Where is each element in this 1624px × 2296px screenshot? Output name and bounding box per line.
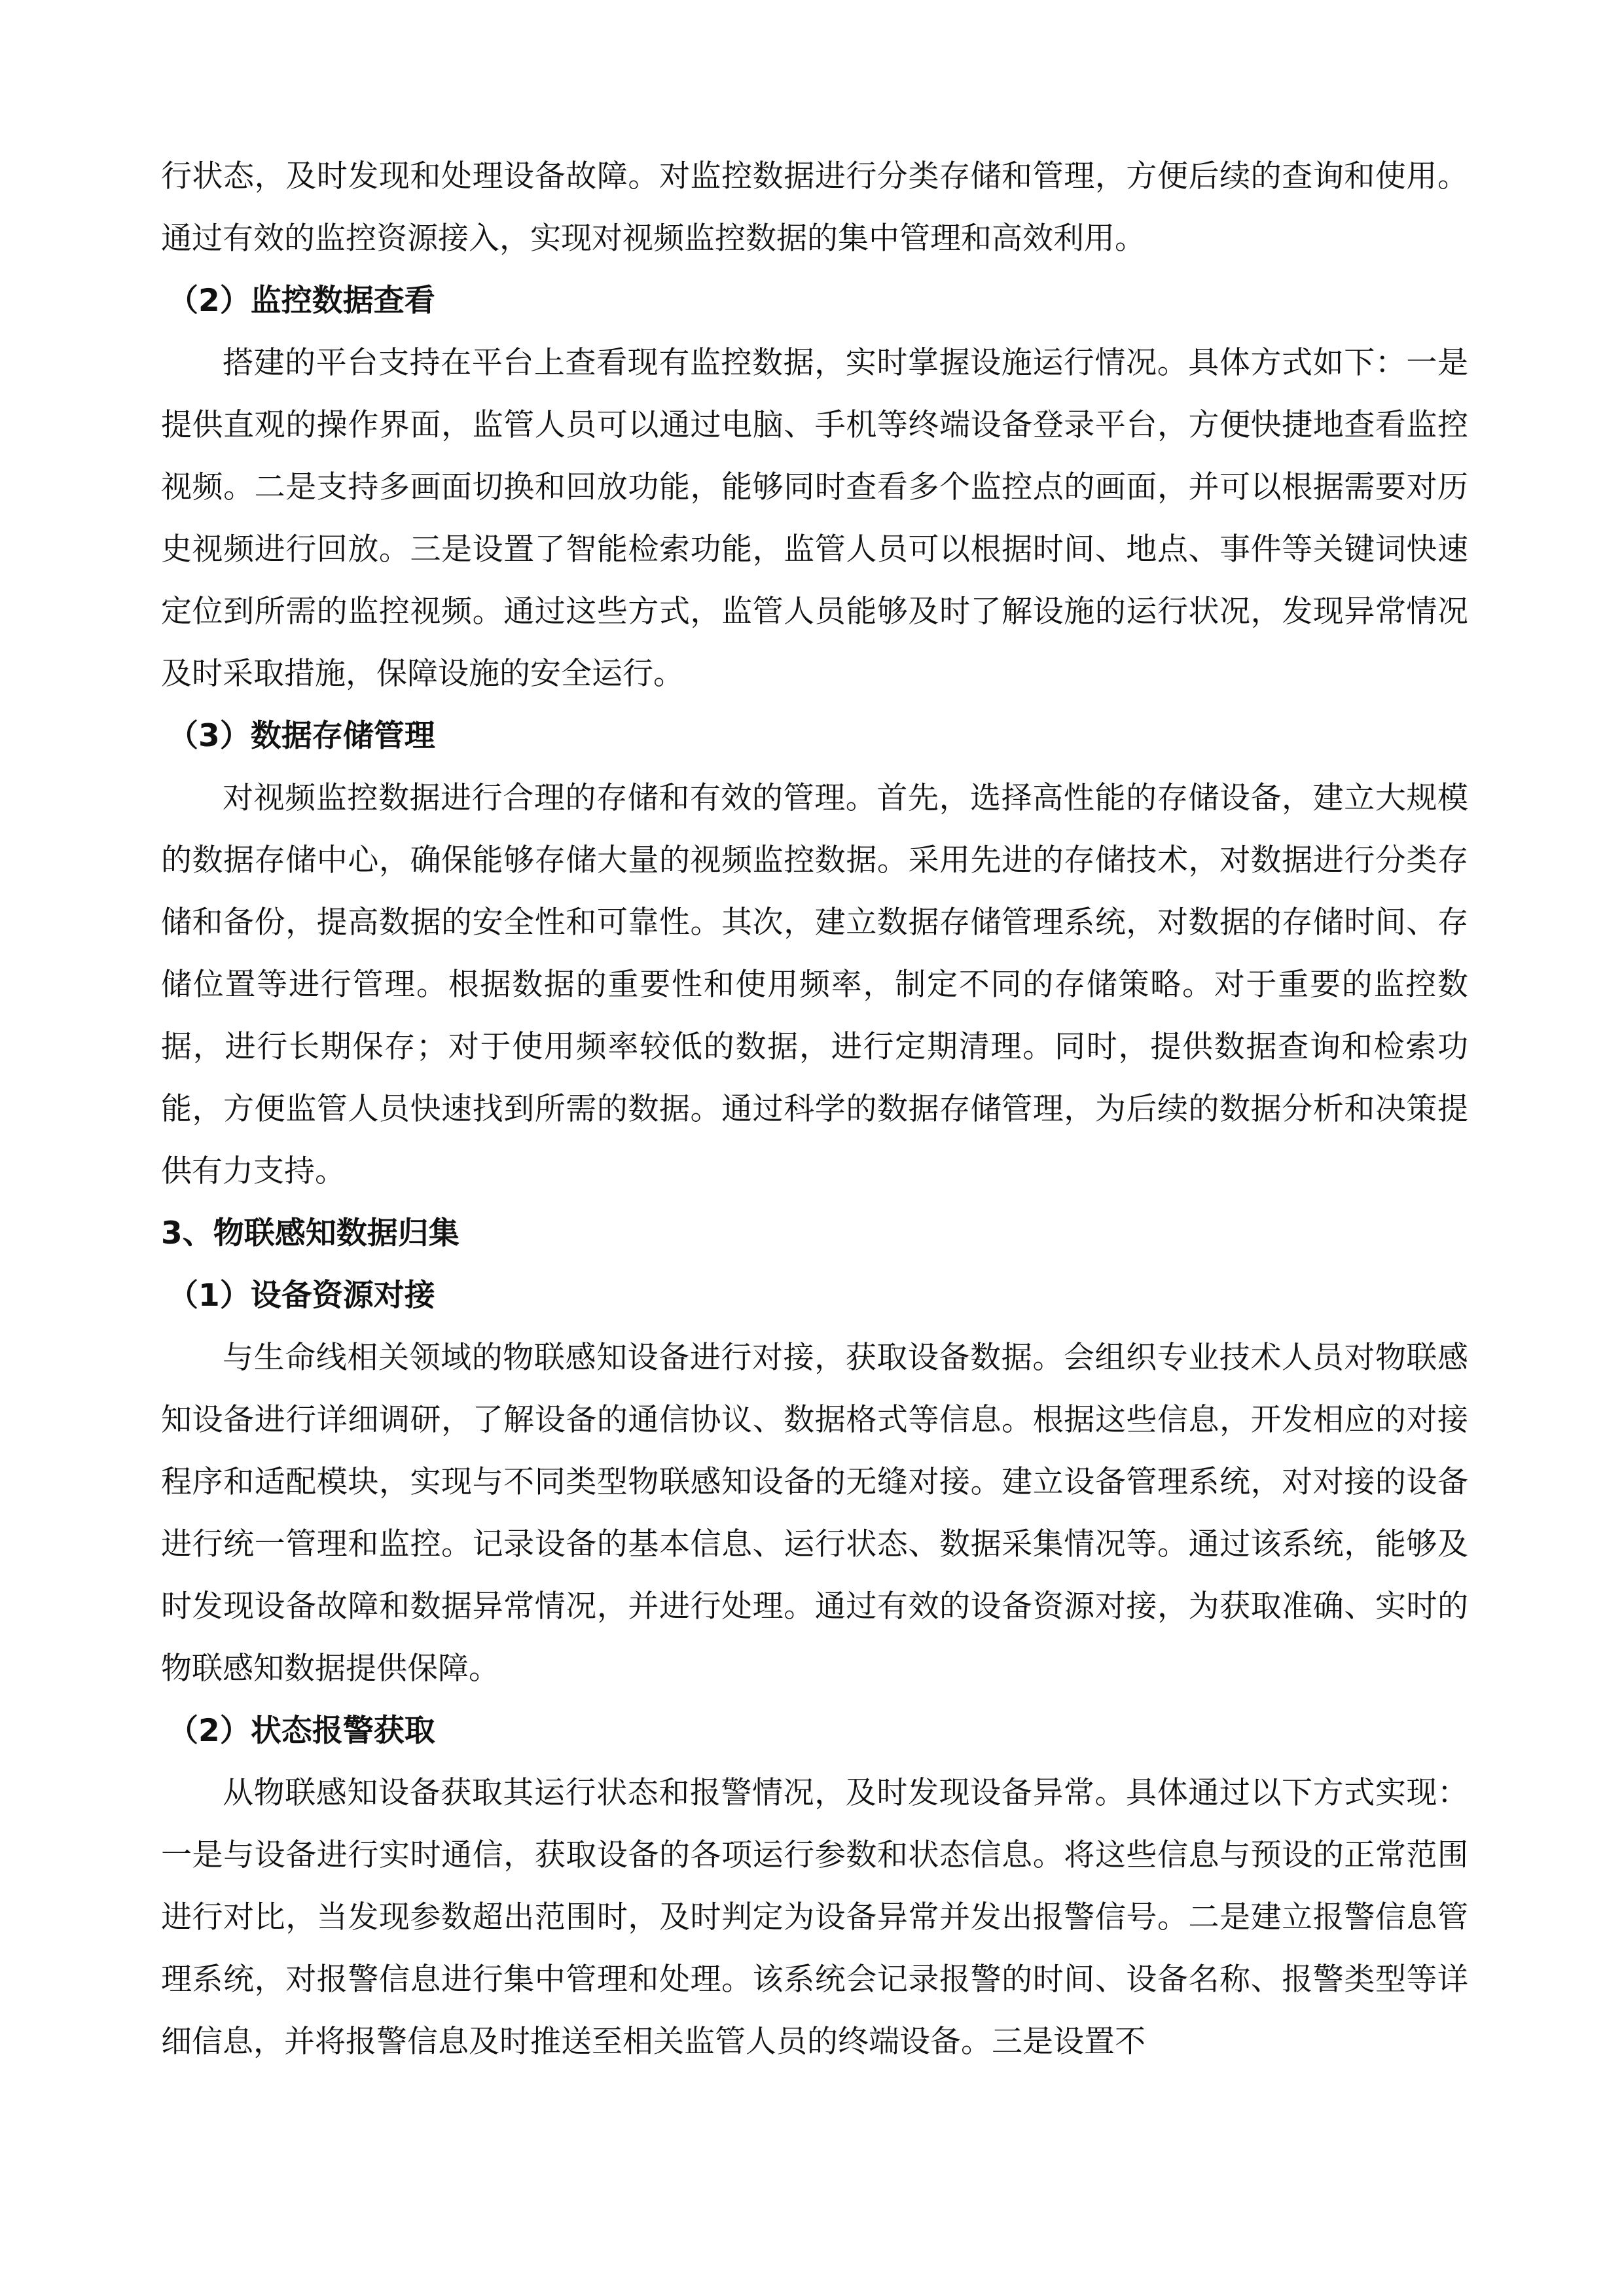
paragraph-monitor-data-view: 搭建的平台支持在平台上查看现有监控数据，实时掌握设施运行情况。具体方式如下：一是提供直观的操作界面，监管人员可以通过电脑、手机等终端设备登录平台，方便快捷地查看监控视频。二是支持多画面切换和回放功能，能够同时查看多个监控点的画面，并可以根据需要对历史视频进行回放。三是设置了智能检索功能，监管人员可以根据时间、地点、事件等关键词快速定位到所需的监控视频。通过这些方式，监管人员能够及时了解设施的运行状况，发现异常情况及时采取措施，保障设施的安全运行。 <box>161 345 1468 692</box>
document-body <box>161 145 1468 2073</box>
section-heading-monitor-data-view: （2）监控数据查看 <box>168 283 435 319</box>
paragraph-status-alarm: 从物联感知设备获取其运行状态和报警情况，及时发现设备异常。具体通过以下方式实现：一是与设备进行实时通信，获取设备的各项运行参数和状态信息。将这些信息与预设的正常范围进行对比，当发现参数超出范围时，及时判定为设备异常并发出报警信号。二是建立报警信息管理系统，对报警信息进行集中管理和处理。该系统会记录报警的时间、设备名称、报警类型等详细信息，并将报警信息及时推送至相关监管人员的终端设备。三是设置不 <box>161 1775 1468 2060</box>
chapter-heading-iot-data: 3、物联感知数据归集 <box>161 1215 460 1251</box>
section-heading-data-storage: （3）数据存储管理 <box>168 718 435 754</box>
section-heading-device-integration: （1）设备资源对接 <box>168 1278 435 1314</box>
paragraph-data-storage: 对视频监控数据进行合理的存储和有效的管理。首先，选择高性能的存储设备，建立大规模的数据存储中心，确保能够存储大量的视频监控数据。采用先进的存储技术，对数据进行分类存储和备份，提高数据的安全性和可靠性。其次，建立数据存储管理系统，对数据的存储时间、存储位置等进行管理。根据数据的重要性和使用频率，制定不同的存储策略。对于重要的监控数据，进行长期保存；对于使用频率较低的数据，进行定期清理。同时，提供数据查询和检索功能，方便监管人员快速找到所需的数据。通过科学的数据存储管理，为后续的数据分析和决策提供有力支持。 <box>161 780 1468 1189</box>
paragraph-device-integration: 与生命线相关领域的物联感知设备进行对接，获取设备数据。会组织专业技术人员对物联感知设备进行详细调研，了解设备的通信协议、数据格式等信息。根据这些信息，开发相应的对接程序和适配模块，实现与不同类型物联感知设备的无缝对接。建立设备管理系统，对对接的设备进行统一管理和监控。记录设备的基本信息、运行状态、数据采集情况等。通过该系统，能够及时发现设备故障和数据异常情况，并进行处理。通过有效的设备资源对接，为获取准确、实时的物联感知数据提供保障。 <box>161 1340 1468 1687</box>
section-heading-status-alarm: （2）状态报警获取 <box>168 1713 435 1749</box>
paragraph-continued: 行状态，及时发现和处理设备故障。对监控数据进行分类存储和管理，方便后续的查询和使用。通过有效的监控资源接入，实现对视频监控数据的集中管理和高效利用。 <box>161 158 1468 257</box>
